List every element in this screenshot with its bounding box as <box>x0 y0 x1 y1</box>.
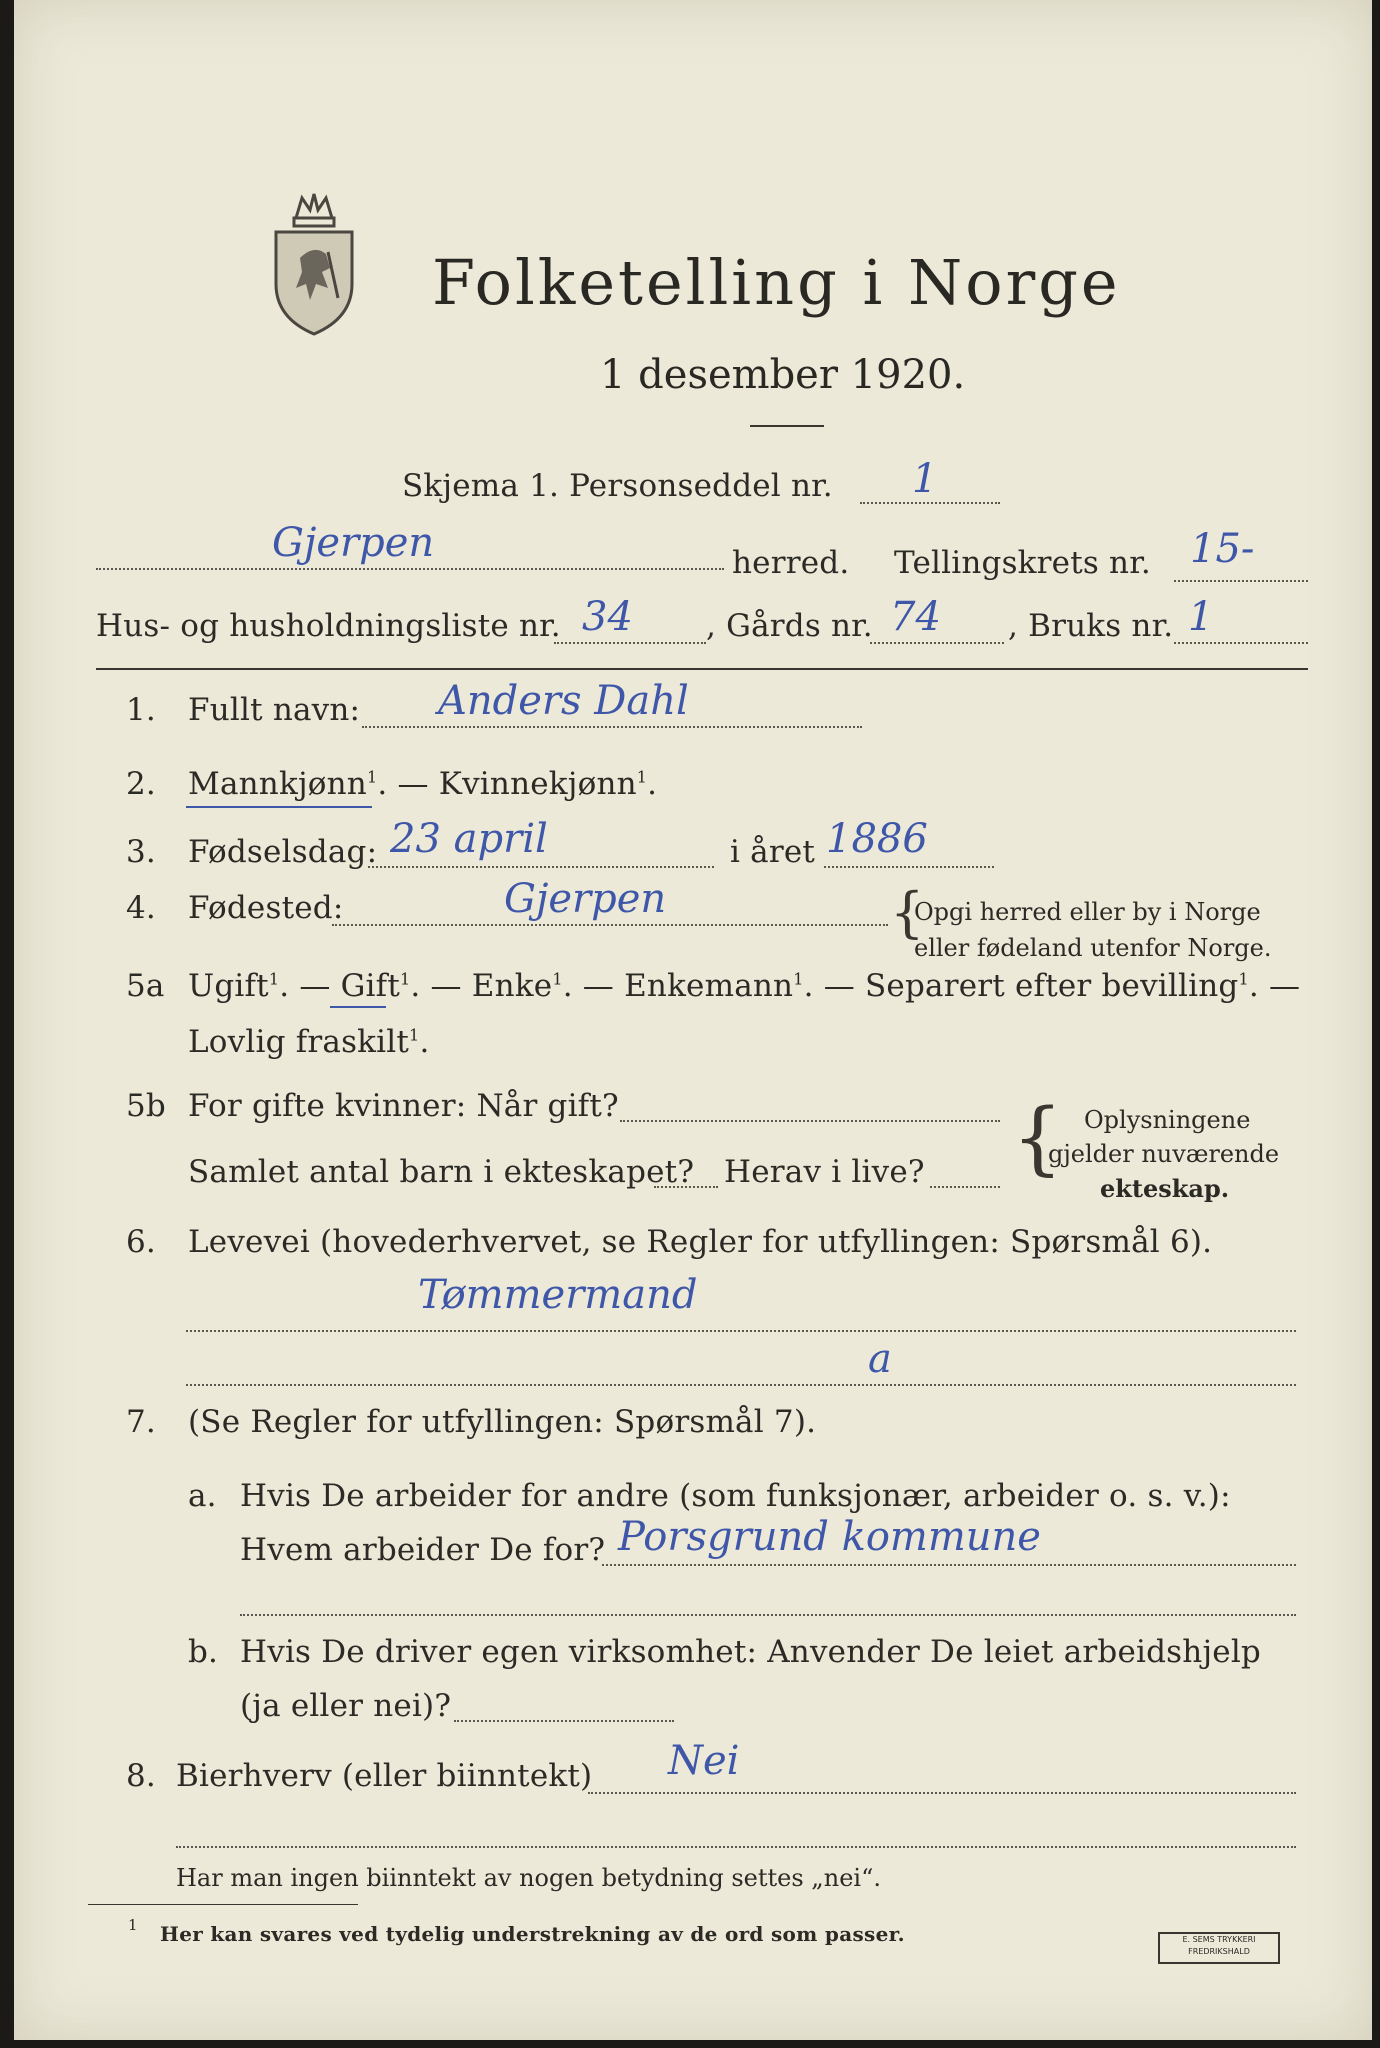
q5b-line1: For gifte kvinner: Når gift? <box>188 1088 619 1124</box>
q7-label: (Se Regler for utfyllingen: Spørsmål 7). <box>188 1404 817 1440</box>
q6-line2 <box>186 1384 1296 1386</box>
q5b-note1: Oplysningene <box>1084 1106 1251 1134</box>
q5a-ugift: Ugift <box>188 968 269 1004</box>
q4-value: Gjerpen <box>504 876 667 922</box>
form-title: Folketelling i Norge <box>432 246 1121 319</box>
q8-value: Nei <box>668 1738 740 1784</box>
q7b-line2: (ja eller nei)? <box>240 1688 452 1724</box>
q8-line2 <box>176 1846 1296 1848</box>
q7b-line <box>454 1720 674 1722</box>
tellingskrets-label: Tellingskrets nr. <box>894 545 1151 581</box>
q4-note-line2: eller fødeland utenfor Norge. <box>914 934 1272 962</box>
q5a-gift-underline <box>330 1006 386 1008</box>
q5a-fraskilt-line <box>188 1024 430 1060</box>
q7a-letter: a. <box>188 1478 217 1514</box>
q7-number: 7. <box>126 1404 156 1440</box>
q8-line1 <box>588 1792 1296 1794</box>
q4-label: Fødested: <box>188 890 344 926</box>
q3-year-value: 1886 <box>826 816 928 862</box>
printer-stamp-line2: FREDRIKSHALD <box>1188 1947 1250 1956</box>
q5b-alive-label: Herav i live? <box>724 1154 925 1190</box>
form-date: 1 desember 1920. <box>600 352 966 398</box>
q7a-line1: Hvis De arbeider for andre (som funksjonær, arbeider o. s. v.): <box>240 1478 1231 1514</box>
footnote-text: Her kan svares ved tydelig understrekning av de ord som passer. <box>160 1922 905 1946</box>
q5a-sup-gift: 1 <box>400 969 411 989</box>
bruks-value: 1 <box>1188 594 1214 640</box>
q6-value1: Tømmermand <box>418 1272 698 1318</box>
q1-label: Fullt navn: <box>188 692 361 728</box>
herred-line <box>96 568 724 570</box>
q2-separator: . — <box>377 766 439 802</box>
schema-label: Skjema 1. Personseddel nr. <box>402 468 833 504</box>
q7a-extra-line <box>240 1614 1296 1616</box>
q1-number: 1. <box>126 692 156 728</box>
q5a-gift: Gift <box>340 968 401 1004</box>
q3-year-label: i året <box>730 834 816 870</box>
q5a-sep-1: . — <box>279 968 341 1004</box>
q5a-sup-ugift: 1 <box>268 969 280 989</box>
q8-number: 8. <box>126 1758 156 1794</box>
q5a-sep-2: . — <box>410 968 472 1004</box>
tellingskrets-value: 15- <box>1190 526 1255 572</box>
census-form <box>14 0 1372 2040</box>
q5b-brace: { <box>1012 1091 1063 1184</box>
q5b-married-line <box>620 1120 1000 1122</box>
coat-of-arms-icon <box>266 188 362 338</box>
q5a-sup-separert: 1 <box>1238 969 1249 989</box>
q5b-children-label: Samlet antal barn i ekteskapet? <box>188 1154 695 1190</box>
husliste-value: 34 <box>582 594 633 640</box>
husliste-line <box>554 642 706 644</box>
q7a-line2: Hvem arbeider De for? <box>240 1532 606 1568</box>
q4-brace: { <box>890 881 925 944</box>
footnote-mark: 1 <box>128 1916 138 1934</box>
q2-end: . <box>647 766 658 802</box>
q5a-enke: Enke <box>471 968 553 1004</box>
printer-stamp <box>1158 1932 1280 1964</box>
q6-line1 <box>186 1330 1296 1332</box>
q7a-employer-line <box>602 1564 1296 1566</box>
tellingskrets-line <box>1174 580 1308 582</box>
q5b-children-line <box>654 1186 718 1188</box>
q5a-separert: Separert efter bevilling <box>864 968 1239 1004</box>
q3-day-value: 23 april <box>390 816 548 862</box>
husliste-label: Hus- og husholdningsliste nr. <box>96 608 561 644</box>
q2-options: Mannkjønn$^1$. — Kvinnekjønn$^1$. <box>188 766 658 802</box>
q7b-letter: b. <box>188 1634 219 1670</box>
q6-value2: a <box>868 1336 892 1382</box>
q5a-sep-5: . — <box>1248 968 1301 1004</box>
herred-value: Gjerpen <box>272 520 435 566</box>
bruks-label: , Bruks nr. <box>1008 608 1174 644</box>
gards-value: 74 <box>890 594 941 640</box>
gards-label: , Gårds nr. <box>706 608 873 644</box>
q2-female: Kvinnekjønn <box>438 766 637 802</box>
q5a-end: . <box>419 1024 430 1060</box>
q5a-number: 5a <box>126 968 165 1004</box>
gards-line <box>870 642 1004 644</box>
q2-male-underline <box>186 806 372 808</box>
q5a-sup-fraskilt: 1 <box>409 1025 420 1045</box>
q3-label: Fødselsdag: <box>188 834 378 870</box>
q6-label: Levevei (hovederhvervet, se Regler for utfyllingen: Spørsmål 6). <box>188 1224 1213 1260</box>
printer-stamp-line1: E. SEMS TRYKKERI <box>1182 1935 1256 1944</box>
q5a-sup-enke: 1 <box>552 969 563 989</box>
footer-note: Har man ingen biinntekt av nogen betydning settes „nei“. <box>176 1864 881 1892</box>
q5a-enkemann: Enkemann <box>624 968 794 1004</box>
herred-label: herred. <box>732 545 850 581</box>
q4-number: 4. <box>126 890 156 926</box>
q2-male: Mannkjønn <box>188 766 367 802</box>
q5b-note2: gjelder nuværende <box>1048 1140 1280 1168</box>
personseddel-value: 1 <box>912 456 938 502</box>
header-rule <box>96 668 1308 670</box>
q5b-number: 5b <box>126 1088 166 1124</box>
q2-number: 2. <box>126 766 156 802</box>
q3-number: 3. <box>126 834 156 870</box>
q4-line <box>332 924 888 926</box>
q1-value: Anders Dahl <box>438 678 689 724</box>
q5a-sup-enkemann: 1 <box>793 969 804 989</box>
q3-year-line <box>824 866 994 868</box>
q7b-line1: Hvis De driver egen virksomhet: Anvender De leiet arbeidshjelp <box>240 1634 1261 1670</box>
footnote-rule <box>88 1904 358 1905</box>
q5a-sep-3: . — <box>562 968 625 1004</box>
q5b-alive-line <box>930 1186 1000 1188</box>
q5b-note3: ekteskap. <box>1100 1174 1230 1203</box>
q5a-fraskilt: Lovlig fraskilt <box>188 1024 410 1060</box>
q5a-sep-4: . — <box>803 968 865 1004</box>
q1-line <box>362 726 862 728</box>
q6-number: 6. <box>126 1224 156 1260</box>
q4-note-line1: Opgi herred eller by i Norge <box>914 898 1261 926</box>
q3-day-line <box>368 866 714 868</box>
bruks-line <box>1174 642 1308 644</box>
title-divider <box>750 425 824 427</box>
q5a-options <box>188 968 1300 1004</box>
personseddel-line <box>860 502 1000 504</box>
q8-label: Bierhverv (eller biinntekt) <box>176 1758 593 1794</box>
q7a-value: Porsgrund kommune <box>618 1514 1041 1560</box>
